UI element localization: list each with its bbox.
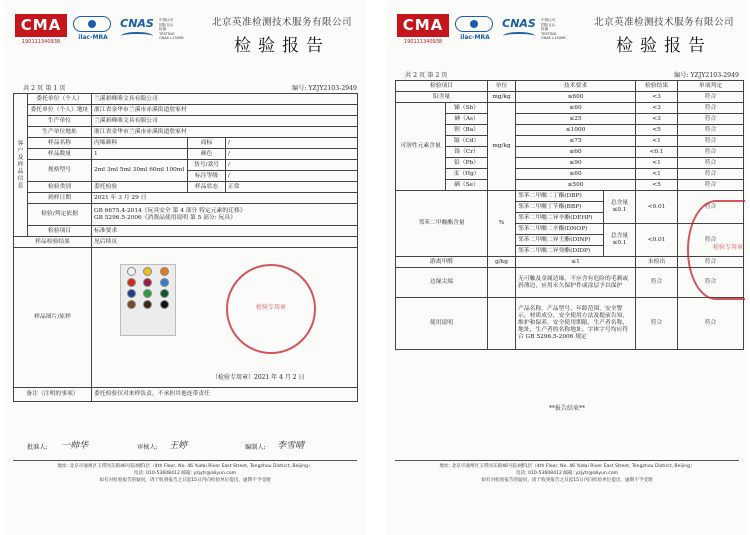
formaldehyde-verdict: 符合 [678,257,744,268]
phthalate-req: 总含量 ≤0.1 [604,191,636,224]
qty-value: 1 [92,149,188,160]
client-label: 委托单位（个人） [28,94,92,105]
footer-address: 地址: 北京市通州区玉带河东街46号院4楼1层（4th Floor, No. 46 Yudai River East Street, Tongzhou District, Beijing） [57,464,313,469]
element-req: ≤1000 [516,125,636,136]
cnas-wave-icon [121,32,153,40]
stamp-date: （检验专用章）2021 年 4 月 2 日 [212,373,305,381]
element-result: <1 [636,158,678,169]
formaldehyde-name: 游离甲醛 [396,257,488,268]
phthalate-result: <0.01 [636,224,678,257]
page-label: 共 2 页 第 2 页 [405,72,448,79]
compiler-signature: 李雪晴 [277,441,305,451]
table-row [396,136,744,147]
table-row [396,114,744,125]
report-page-2 [387,0,747,535]
usage-verdict: 符合 [678,298,744,350]
compiler-label: 编制人: [245,444,266,451]
small-line: 中国认可 [541,18,556,22]
accreditation-logos [397,14,567,48]
lead-verdict: 符合 [678,92,744,103]
type-label: 检验类别 [28,182,92,193]
cma-logo [15,14,67,48]
edge-verdict: 符合 [678,268,744,298]
qty-label: 样品数量 [28,149,92,160]
cnas-text: CNAS [120,17,154,30]
phthalate-verdict: 符合 [678,191,744,224]
header-item: 检验项目 [396,81,488,92]
lead-name: 铅含量 [396,92,488,103]
table-row [396,125,744,136]
result-label: 样品检验结果 [14,237,92,248]
element-name: 铬（Cr） [446,147,488,158]
element-verdict: 符合 [678,136,744,147]
small-line: TESTING [159,31,175,36]
element-req: ≤60 [516,169,636,180]
cma-mark: CMA [397,14,449,37]
table-row [396,180,744,191]
element-result: <5 [636,125,678,136]
usage-result: 符合 [636,298,678,350]
approver-label: 批准人: [27,444,48,451]
footer-notice: 如有对检验报告的疑问，请于收到报告之日起15日内向检验单位提出，逾期不予受理 [99,478,271,483]
element-req: ≤75 [516,136,636,147]
lot-label: 货号/款号 [188,160,226,171]
reviewer-label: 审核人: [137,444,158,451]
element-req: ≤90 [516,158,636,169]
results-table [395,80,744,350]
header-unit: 单位 [488,81,516,92]
grade-label: 标注等级 [188,171,226,182]
date-label: 到样日期 [28,193,92,204]
reviewer-signature: 王婷 [169,441,188,451]
small-line: 检测 [541,27,549,31]
element-req: ≤60 [516,103,636,114]
brand-label: 商标 [188,138,226,149]
formaldehyde-req: ≤1 [516,257,636,268]
photo-label: 样品图片/原样 [14,248,92,388]
item-label: 检验项目 [28,226,92,237]
phthalate-name: 邻苯二甲酸二异壬酯(DINP) [516,235,604,246]
table-row [396,158,744,169]
phthalate-name: 邻苯二甲酸丁苄酯(BBP) [516,202,604,213]
usage-unit [488,298,516,350]
company-name: 北京英准检测技术服务有限公司 [211,17,352,28]
edge-unit [488,268,516,298]
inspection-seal [687,200,745,300]
phthalate-verdict: 符合 [678,224,744,257]
sample-photo [120,264,176,336]
element-result: <1 [636,136,678,147]
cnas-small-text [541,18,569,41]
lot-value: / [226,160,358,171]
page-meta [395,70,739,80]
formaldehyde-unit: g/kg [488,257,516,268]
phthalate-name: 邻苯二甲酸二辛酯(DNOP) [516,224,604,235]
brand-value: / [226,138,358,149]
phthalate-result: <0.01 [636,191,678,224]
footer [11,463,359,484]
photo-cell [92,248,358,388]
lead-result: <3 [636,92,678,103]
soluble-label: 可溶性元素含量 [396,103,446,191]
phthalate-name: 邻苯二甲酸二异辛酯(DEHP) [516,213,604,224]
item-value: 标准要求 [92,226,358,237]
grade-value: / [226,171,358,182]
footer-notice: 如有对检验报告的疑问，请于收到报告之日起15日内向检验单位提出，逾期不予受理 [481,478,653,483]
ilac-text: ilac-MRA [78,34,108,41]
footer-contact: 电话: 010-53608412 邮箱: yzjytr@aliyun.com [515,471,619,476]
element-result: <5 [636,180,678,191]
basis-line-1: GB 6675.4-2014《玩具安全 第 4 部分 特定元素的迁移》 [94,207,246,214]
element-verdict: 符合 [678,114,744,125]
formaldehyde-result: 未检出 [636,257,678,268]
usage-req: 产品名称，产品型号、年龄范围，安全警示，材质成分，安全使用方法及提前告知，维护和保养，安全使用期限，生产者名称、地址，生产者的名称地址、字体字号均应符合 GB 5296.5-2006 规定 [516,298,636,350]
page-meta [13,83,357,93]
cma-mark: CMA [15,14,67,37]
state-value: 正常 [226,182,358,193]
remark-label: 备注（注明的事项） [14,388,92,402]
lead-req: ≤600 [516,92,636,103]
report-title: 检验报告 [616,36,712,56]
maker-label: 生产单位 [28,116,92,127]
table-row [396,103,744,114]
accreditation-logos [15,14,185,48]
lead-unit: mg/kg [488,92,516,103]
element-name: 砷（As） [446,114,488,125]
maker-value: 兰溪彩峰哆文具有限公司 [92,116,358,127]
report-end: **报告结束** [548,405,585,412]
maker-addr-label: 生产单位地址 [28,127,92,138]
ilac-text: ilac-MRA [460,34,490,41]
cma-number: 190111340938 [21,39,61,45]
phthalate-label: 邻苯二甲酸酯含量 [396,191,488,257]
phthalate-name: 邻苯二甲酸二异癸酯(DIDP) [516,246,604,257]
state-label: 样品状态 [188,182,226,193]
small-line: CNAS L13496 [541,36,566,40]
client-value: 兰溪彩峰哆文具有限公司 [92,94,358,105]
info-table [13,93,358,402]
element-req: ≤500 [516,180,636,191]
table-row [396,92,744,103]
footer-divider [13,460,357,461]
soluble-unit: mg/kg [488,103,516,191]
ilac-logo [455,16,495,44]
report-number: 编号: YZJY2103-2949 [674,72,739,79]
element-name: 汞（Hg） [446,169,488,180]
basis-value [92,204,358,226]
element-verdict: 符合 [678,158,744,169]
client-addr-label: 委托单位（个人）地址 [28,105,92,116]
element-verdict: 符合 [678,180,744,191]
element-result: <3 [636,114,678,125]
element-req: ≤25 [516,114,636,125]
element-name: 锑（Sb） [446,103,488,114]
client-addr-value: 浙江省金华市兰溪市赤溪街道詹家村 [92,105,358,116]
type-value: 委托检验 [92,182,188,193]
element-name: 钡（Ba） [446,125,488,136]
element-verdict: 符合 [678,147,744,158]
small-line: 检测 [159,27,167,31]
seal-text: 检验专用章 [712,244,743,252]
signature-row [19,440,357,454]
cnas-logo [117,16,157,44]
cnas-wave-icon [503,32,535,40]
cma-logo [397,14,449,48]
report-page-1 [5,0,365,535]
element-name: 硒（Se） [446,180,488,191]
element-name: 镉（Cd） [446,136,488,147]
inspection-seal [226,264,316,354]
company-name: 北京英准检测技术服务有限公司 [593,17,734,28]
cma-number: 190111340938 [403,39,443,45]
spec-label: 规格型号 [28,160,92,182]
cnas-logo [499,16,539,44]
element-req: ≤60 [516,147,636,158]
table-row [396,298,744,350]
header-result: 检验结果 [636,81,678,92]
report-title: 检验报告 [234,36,330,56]
small-line: 国际互认 [541,22,556,27]
edge-name: 边缘尖端 [396,268,488,298]
ilac-icon [455,16,493,32]
footer-contact: 电话: 010-53608412 邮箱: yzjytr@aliyun.com [133,471,237,476]
usage-name: 使用说明 [396,298,488,350]
color-value: / [226,149,358,160]
maker-addr-value: 浙江省金华市兰溪市赤溪街道詹家村 [92,127,358,138]
sample-name-label: 样品名称 [28,138,92,149]
element-name: 铅（Pb） [446,158,488,169]
remark-value: 委托检验仅对来样负责，不承担其他连带责任 [92,388,358,402]
result-value: 见后续页 [92,237,358,248]
small-line: 中国认可 [159,18,174,22]
phthalate-req: 总含量 ≤0.1 [604,224,636,257]
page-label: 共 2 页 第 1 页 [23,85,66,92]
element-verdict: 符合 [678,169,744,180]
table-row [396,169,744,180]
footer-divider [395,460,739,461]
footer [393,463,741,484]
header-req: 技术要求 [516,81,636,92]
ilac-logo [73,16,113,44]
basis-label: 检验/判定依据 [28,204,92,226]
small-line: TESTING [541,31,557,36]
phthalate-unit: % [488,191,516,257]
sample-name-value: 丙烯颜料 [92,138,188,149]
phthalate-name: 邻苯二甲酸二丁酯(DBP) [516,191,604,202]
spec-value: 2ml 3ml 5ml 30ml 60ml 100ml [92,160,188,182]
element-verdict: 符合 [678,103,744,114]
color-label: 颜色 [188,149,226,160]
edge-req: 无可触及金属边缘，不应含有危险的毛刺或斜薄边，应用永久保护件或涂层予以保护 [516,268,636,298]
footer-address: 地址: 北京市通州区玉带河东街46号院4楼1层（4th Floor, No. 46 Yudai River East Street, Tongzhou District, Beijing） [439,464,695,469]
header-verdict: 单项判定 [678,81,744,92]
basis-line-2: GB 5296.5-2006《消费品使用说明 第 5 部分: 玩具》 [94,214,236,221]
element-result: <3 [636,103,678,114]
report-number: 编号: YZJY2103-2949 [292,85,357,92]
table-row [396,191,744,202]
approver-signature: 一帅华 [61,441,89,451]
section-label: 客户及样品信息 [14,94,28,237]
element-result: <0.1 [636,147,678,158]
date-value: 2021 年 3 月 29 日 [92,193,358,204]
cnas-small-text [159,18,187,41]
ilac-icon [73,16,111,32]
cnas-text: CNAS [502,17,536,30]
edge-result: 符合 [636,268,678,298]
seal-text: 检验专用章 [255,303,286,311]
element-result: <1 [636,169,678,180]
small-line: 国际互认 [159,22,174,27]
element-verdict: 符合 [678,125,744,136]
table-row [396,147,744,158]
small-line: CNAS L13496 [159,36,184,40]
